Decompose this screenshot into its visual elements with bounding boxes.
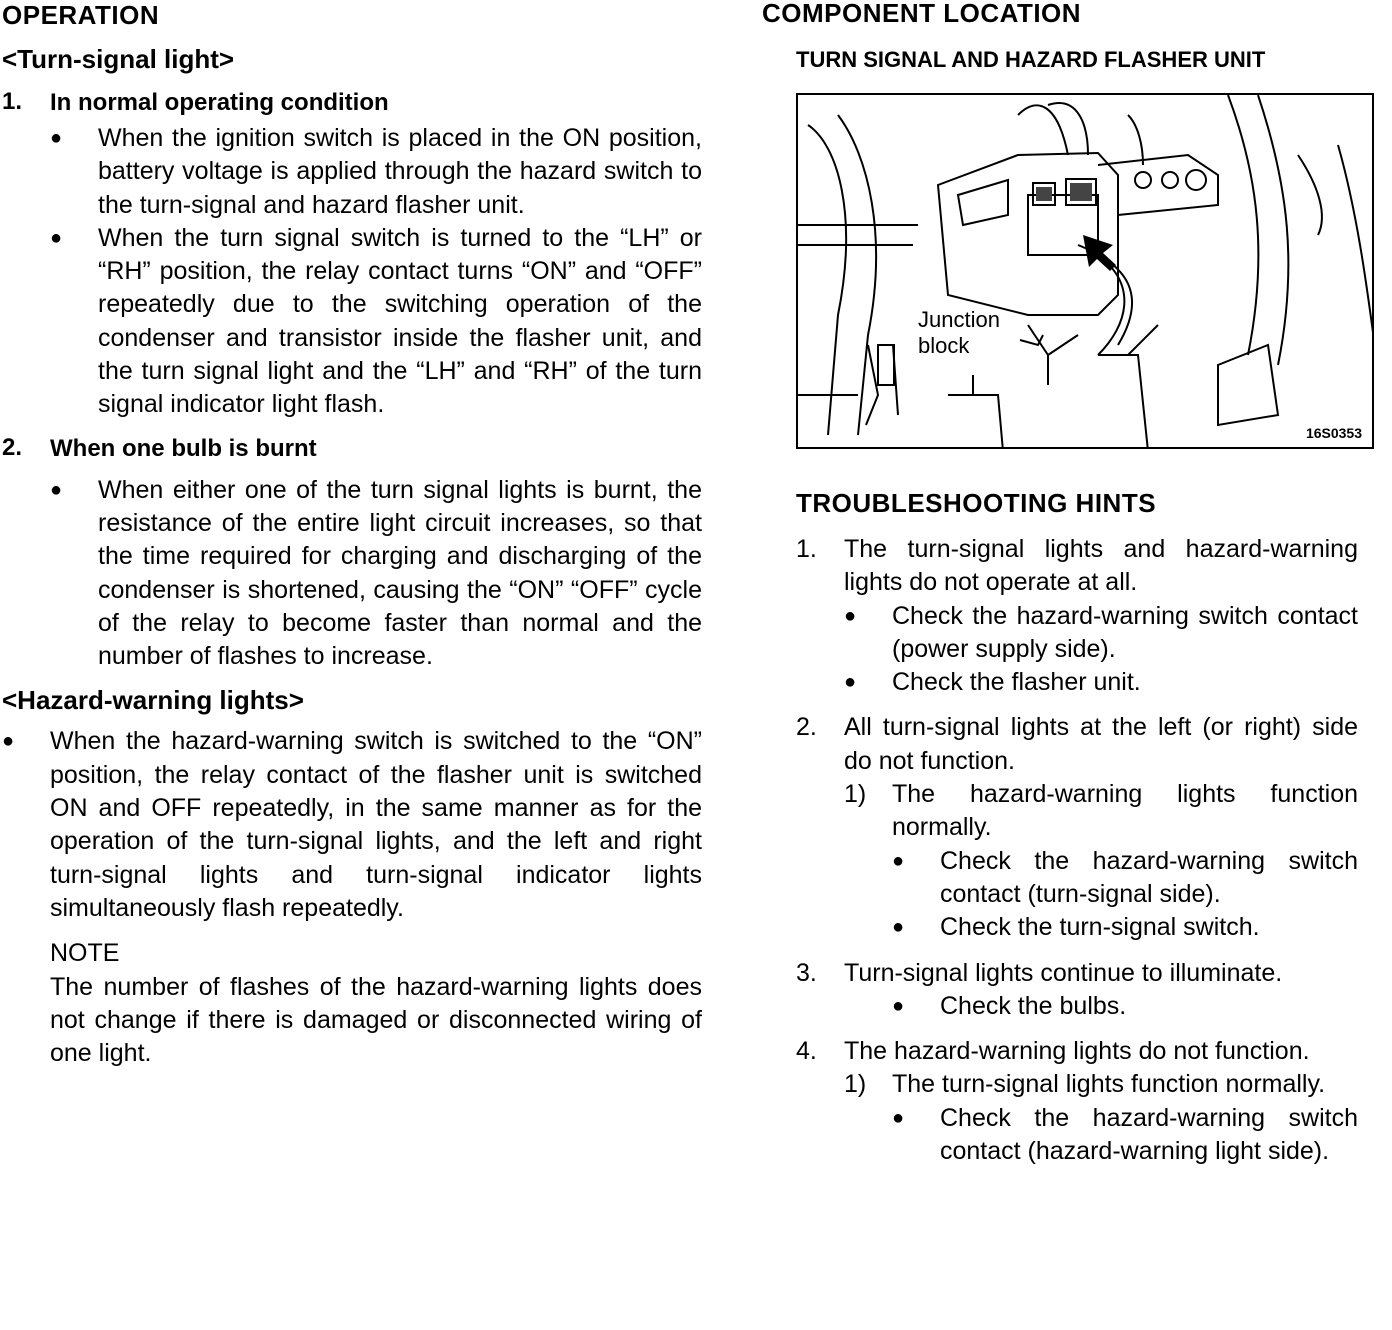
list-item	[844, 990, 1358, 1023]
bullet-icon: ●	[844, 671, 857, 694]
list-item	[892, 1102, 1358, 1169]
flasher-unit-subtitle: TURN SIGNAL AND HAZARD FLASHER UNIT	[796, 47, 1266, 72]
junction-block-label-line2: block	[918, 333, 970, 358]
junction-block-label-line1: Junction	[918, 307, 1000, 332]
bullet-icon: ●	[50, 127, 63, 149]
hazard-body	[2, 725, 702, 1070]
section-1-number: 1.	[2, 88, 23, 115]
hazard-bullet: When the hazard-warning switch is switched to the “ON” position, the relay contact of the flasher unit is switched ON and OFF repeatedly, in the same manner as for the operation of the turn-signal lights, and the left and right turn-signal lights and turn-signal indicator lights simultaneously flash repeatedly.	[50, 727, 702, 922]
bullet-icon: ●	[892, 849, 905, 872]
item-4-sub-text: The turn-signal lights function normally.	[892, 1070, 1326, 1099]
item-4-text: The hazard-warning lights do not function.	[844, 1037, 1310, 1066]
hazard-heading: <Hazard-warning lights>	[2, 685, 304, 716]
operation-title: OPERATION	[2, 0, 160, 30]
item-2-sub-number: 1)	[844, 780, 867, 809]
list-item	[50, 474, 702, 674]
item-1-bullet-1: Check the hazard-warning switch contact (power supply side).	[892, 601, 1358, 663]
section-1-body	[2, 122, 702, 422]
component-location-figure	[796, 93, 1374, 449]
list-item	[796, 711, 1358, 944]
troubleshooting-title: TROUBLESHOOTING HINTS	[796, 488, 1157, 518]
section-2-bullet-1: When either one of the turn signal lights is burnt, the resistance of the entire light circuit increases, so that the time required for charging and discharging of the condenser is shortened, causing the “ON” “OFF” cycle of the relay to become faster than normal and the number of flashes to increase.	[98, 475, 702, 671]
section-2-number: 2.	[2, 433, 23, 461]
item-2-number: 2.	[796, 713, 817, 742]
bullet-icon: ●	[844, 604, 857, 627]
section-1-heading	[2, 88, 702, 118]
item-4-number: 4.	[796, 1037, 817, 1066]
list-item	[796, 957, 1358, 1024]
bullet-icon: ●	[892, 1106, 905, 1129]
operation-column	[2, 0, 702, 1070]
turn-signal-heading: <Turn-signal light>	[2, 44, 235, 74]
item-2-text: All turn-signal lights at the left (or right) side do not function.	[844, 713, 1358, 775]
bullet-icon: ●	[50, 226, 63, 249]
note-text: The number of flashes of the hazard-warning lights does not change if there is damaged or disconnected wiring of one light.	[50, 972, 702, 1068]
component-column	[762, 0, 1374, 1166]
note-title: NOTE	[50, 939, 120, 968]
item-3-text: Turn-signal lights continue to illuminate.	[844, 958, 1283, 987]
list-item	[50, 222, 702, 422]
section-1-title: In normal operating condition	[50, 89, 389, 116]
list-item	[2, 725, 702, 925]
bullet-icon: ●	[50, 478, 63, 501]
item-3-number: 3.	[796, 958, 817, 987]
item-1-number: 1.	[796, 535, 817, 563]
item-1-text: The turn-signal lights and hazard-warning lights do not operate at all.	[844, 535, 1358, 597]
list-item	[844, 1068, 1358, 1168]
list-item	[892, 911, 1358, 944]
section-2-title: When one bulb is burnt	[50, 434, 317, 462]
list-item	[796, 1035, 1358, 1168]
item-2-bullet-1: Check the hazard-warning switch contact (turn-signal side).	[940, 846, 1358, 908]
note	[2, 937, 702, 1070]
item-3-bullet-1: Check the bulbs.	[940, 991, 1127, 1020]
list-item	[844, 600, 1358, 667]
list-item	[844, 778, 1358, 944]
item-2-sub-text: The hazard-warning lights function normally.	[892, 780, 1358, 842]
list-item	[50, 122, 702, 222]
bullet-icon: ●	[892, 916, 905, 939]
bullet-icon: ●	[892, 994, 905, 1017]
list-item	[844, 666, 1358, 699]
section-2-body	[2, 474, 702, 674]
item-4-bullet-1: Check the hazard-warning switch contact (hazard-warning light side).	[940, 1103, 1358, 1166]
figure-code: 16S0353	[1305, 425, 1362, 441]
bullet-icon: ●	[2, 730, 15, 753]
troubleshooting-list	[796, 533, 1358, 1168]
list-item	[796, 533, 1358, 699]
item-4-sub-number: 1)	[844, 1070, 867, 1099]
component-location-title: COMPONENT LOCATION	[762, 0, 1082, 28]
section-1-bullet-2: When the turn signal switch is turned to the “LH” or “RH” position, the relay contact turns “ON” and “OFF” repeatedly due to the switching operation of the condenser and transistor inside the flasher unit, and the turn signal light and the “LH” and “RH” of the turn signal indicator light flash.	[98, 223, 702, 419]
item-2-bullet-2: Check the turn-signal switch.	[940, 913, 1260, 942]
dashboard-illustration	[798, 95, 1374, 449]
section-1-bullet-1: When the ignition switch is placed in the ON position, battery voltage is applied through the hazard switch to the turn-signal and hazard flasher unit.	[98, 124, 702, 219]
junction-block-label	[918, 307, 1000, 359]
item-1-bullet-2: Check the flasher unit.	[892, 668, 1141, 697]
section-2-heading	[2, 434, 702, 464]
list-item	[892, 845, 1358, 912]
